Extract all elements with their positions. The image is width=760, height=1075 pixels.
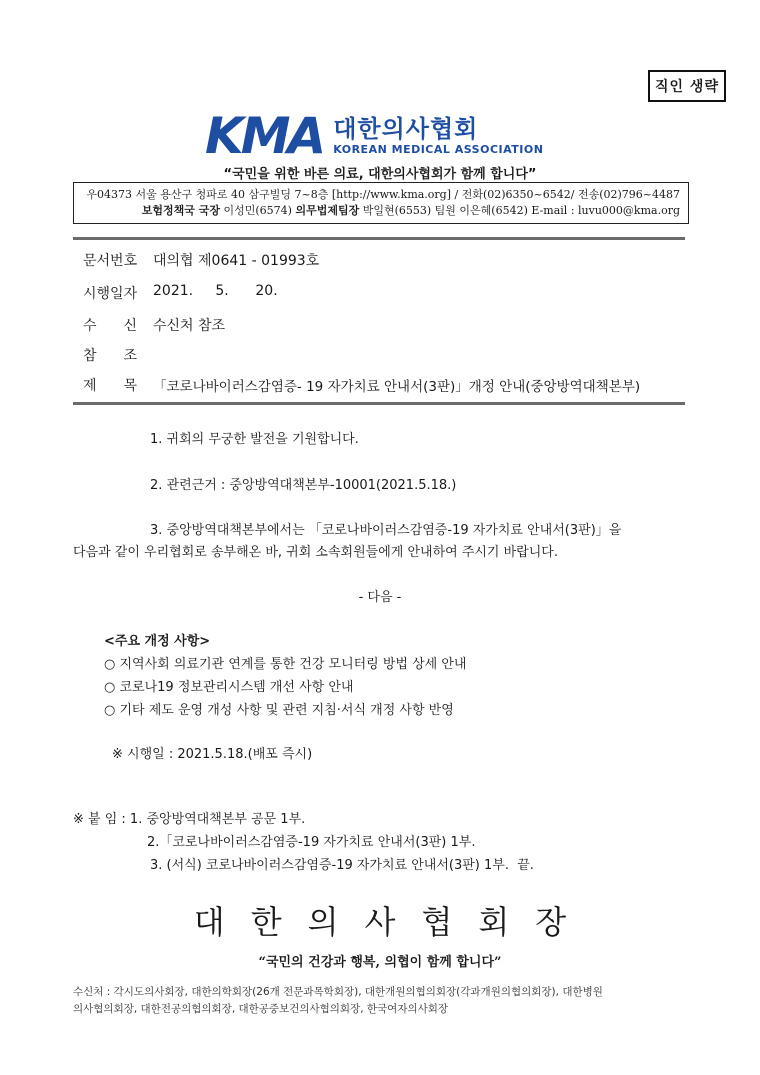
date-label: 시행일자 [83,286,138,302]
date-row [83,283,278,303]
subject-label: 제 목 [83,378,137,394]
recipient-label: 수 신 [83,318,137,334]
attachment-3: 3. (서식) 코로나바이러스감염증-19 자가치료 안내서(3판) 1부. 끝. [150,858,534,873]
contact-role-2: 의무법제팀장 [295,204,360,217]
issuer-title: 대한의사협회장 [193,903,593,941]
paragraph-1: 1. 귀회의 무궁한 발전을 기원합니다. [150,432,359,447]
logo-name-kr: 대한의사협회 [333,115,479,143]
contact-line-1: 우04373 서울 용산구 청파로 40 삼구빌딩 7~8층 [http://www.kma.org] / 전화(02)6350~6542/ 전송(02)796~4487 [86,188,680,201]
contact-role-1: 보험정책국 국장 [141,204,220,217]
doc-number-value: 대의협 제0641 - 01993호 [153,253,320,269]
paragraph-3-line-1: 3. 중앙방역대책본부에서는 「코로나바이러스감염증-19 자가치료 안내서(3판)」을 [150,523,622,538]
contact-rest: 박일현(6553) 팀원 이은혜(6542) E-mail : luvu000@kma.org [359,204,680,217]
seal-omitted-stamp: 직인 생략 [648,70,726,102]
recipient-value: 수신처 참조 [153,318,226,334]
contact-box [73,182,689,224]
subject-row [83,375,640,395]
recipient-row [83,315,225,335]
contact-name-1: 이성민(6574) [219,204,296,217]
revision-section-title: <주요 개정 사항> [104,634,211,649]
recipients-list [73,984,693,1018]
revision-item-3: ○ 기타 제도 운영 개성 사항 및 관련 지침·서식 개정 사항 반영 [104,703,454,718]
subject-value: 「코로나바이러스감염증- 19 자가치료 안내서(3판)」개정 안내(중앙방역대책본부) [153,379,641,395]
logo-name-en: KOREAN MEDICAL ASSOCIATION [333,143,544,156]
reference-row [83,345,153,365]
kma-logo [205,107,544,165]
next-heading: - 다음 - [358,590,402,605]
recipients-line-2: 의사협의회장, 대한전공의협의회장, 대한공중보건의사협의회장, 한국여자의사회장 [73,1003,449,1015]
revision-item-1: ○ 지역사회 의료기관 연계를 통한 건강 모니터링 방법 상세 안내 [104,657,467,672]
effective-date-note: ※ 시행일 : 2021.5.18.(배포 즉시) [112,747,313,762]
paragraph-2: 2. 관련근거 : 중앙방역대책본부-10001(2021.5.18.) [150,478,457,493]
divider-top [73,237,685,240]
revision-item-2: ○ 코로나19 정보관리시스템 개선 사항 안내 [104,680,354,695]
bottom-slogan: “국민의 건강과 행복, 의협이 함께 합니다” [258,955,502,970]
recipients-line-1: 수신처 : 각시도의사회장, 대한의학회장(26개 전문과목학회장), 대한개원의협의회장(각과개원의협의회장), 대한병원 [73,986,603,998]
attachment-1: ※ 붙 임 : 1. 중앙방역대책본부 공문 1부. [73,812,306,827]
doc-number-label: 문서번호 [83,253,138,269]
doc-number-row [83,250,319,270]
reference-label: 참 조 [83,348,137,364]
paragraph-3-line-2: 다음과 같이 우리협회로 송부해온 바, 귀회 소속회원들에게 안내하여 주시기 바랍니다. [73,545,558,560]
logo-mark: KMA [205,107,324,165]
attachment-2: 2.「코로나바이러스감염증-19 자가치료 안내서(3판) 1부. [147,835,476,850]
top-slogan: “국민을 위한 바른 의료, 대한의사협회가 함께 합니다” [223,167,537,182]
contact-line-2 [82,203,680,219]
date-value: 2021. 5. 20. [153,283,278,299]
divider-bottom [73,402,685,405]
